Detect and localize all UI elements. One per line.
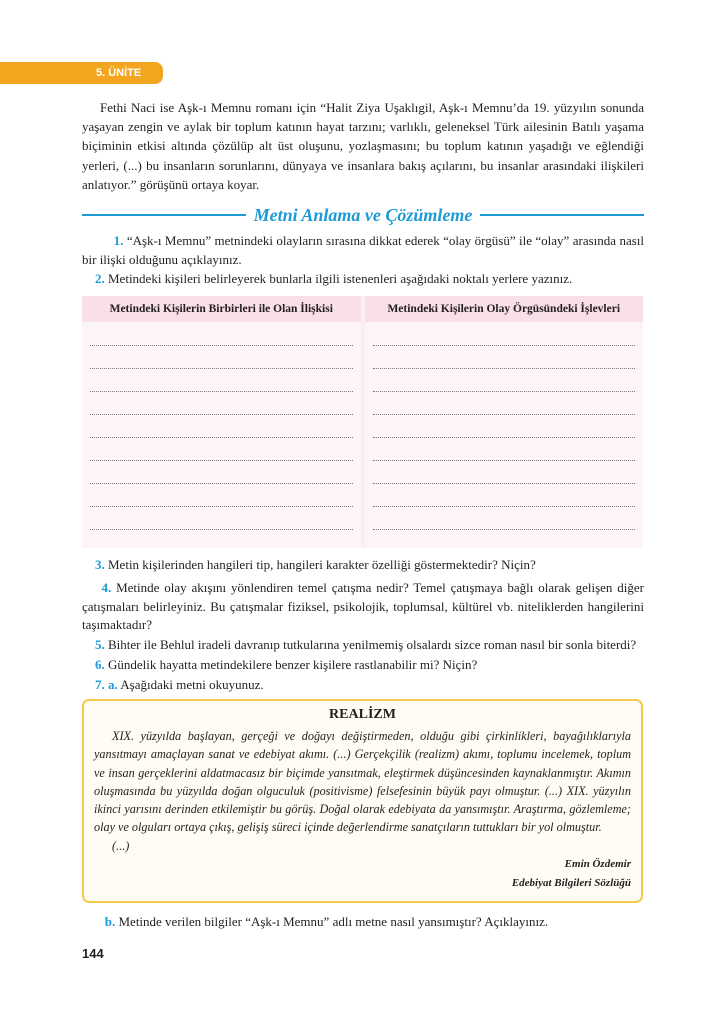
answer-line[interactable]: [373, 483, 636, 484]
question-number: 1.: [113, 233, 124, 248]
heading-rule-right: [480, 214, 644, 216]
question-text: Metinde verilen bilgiler “Aşk-ı Memnu” adlı metne nasıl yansımıştır? Açıklayınız.: [118, 914, 549, 929]
answer-line[interactable]: [90, 483, 353, 484]
question-6: [82, 656, 644, 675]
question-text: Metinde olay akışını yönlendiren temel çatışma nedir? Temel çatışmaya bağlı olarak gelişen diğer çatışmaları belirleyiniz. Bu çatışmalar fiziksel, psikolojik, toplumsal, kültürel vb. niteliklerden hangilerini taşımaktadır?: [82, 580, 645, 632]
answer-line[interactable]: [90, 368, 353, 369]
box-body: XIX. yüzyılda başlayan, gerçeği ve doğayı değiştirmeden, olduğu gibi çirkinlikleri, bayağılıklarıyla yansıtmayı amaçlayan sanat ve edebiyat akımı. (...) Gerçekçilik (realizm) akımı, toplumu incelemek, toplum ve insan gerçeklerini aldatmacasız bir biçimde yansıtmak, eleştirmek düşüncesinden kaynaklanmıştır. Akımın oluşmasında bu yüzyılda doğan olguculuk (positivisme) felsefesinin büyük payı olmuştur. (...) XIX. yüzyılın ikinci yarısını derinden etkilemiştir bu görüş. Doğal olarak edebiyata da yansımıştır. Araştırma, gözlemleme; olay ve olguları ortaya çıkış, gelişiş süreci içinde değerlendirme sanatçıların tuttukları bir yol olmuştur.: [94, 729, 631, 835]
box-title: REALİZM: [329, 707, 396, 722]
question-text: Bihter ile Behlul iradeli davranıp tutkularına yenilmemiş olsalardı sizce roman nasıl bir sonla biterdi?: [108, 637, 637, 652]
question-1: [82, 232, 644, 269]
answer-line[interactable]: [90, 437, 353, 438]
question-7a: [82, 676, 644, 695]
table-column-functions: [365, 296, 644, 548]
question-text: “Aşk-ı Memnu” metnindeki olayların sırasına dikkat ederek “olay örgüsü” ile “olay” arasında nasıl bir ilişki olduğunu açıklayınız.: [82, 233, 645, 267]
section-heading: [82, 203, 644, 227]
answer-line[interactable]: [90, 345, 353, 346]
answer-line[interactable]: [90, 391, 353, 392]
question-4: [82, 579, 644, 635]
table-column-relations: [82, 296, 361, 548]
answer-line[interactable]: [373, 437, 636, 438]
table-header: Metindeki Kişilerin Olay Örgüsündeki İşlevleri: [365, 296, 644, 322]
table-header: Metindeki Kişilerin Birbirleri ile Olan İlişkisi: [82, 296, 361, 322]
answer-line[interactable]: [373, 529, 636, 530]
section-title: Metni Anlama ve Çözümleme: [253, 204, 473, 225]
question-number: 2.: [95, 271, 105, 286]
question-text: Metin kişilerinden hangileri tip, hangileri karakter özelliği göstermektedir? Niçin?: [108, 557, 536, 572]
box-ellipsis: (...): [112, 838, 130, 853]
question-7b: [82, 913, 644, 932]
answer-line[interactable]: [373, 506, 636, 507]
answer-line[interactable]: [90, 414, 353, 415]
question-number: 5.: [95, 637, 105, 652]
page-number: 144: [82, 946, 104, 961]
answer-line[interactable]: [90, 506, 353, 507]
answer-line[interactable]: [373, 460, 636, 461]
answer-line[interactable]: [373, 391, 636, 392]
answer-line[interactable]: [373, 368, 636, 369]
question-number: 7. a.: [95, 677, 118, 692]
question-number: 6.: [95, 657, 105, 672]
question-text: Metindeki kişileri belirleyerek bunlarla ilgili istenenleri aşağıdaki noktalı yerlere yazınız.: [108, 271, 573, 286]
answer-line[interactable]: [373, 414, 636, 415]
realism-quote-box: [82, 699, 643, 903]
characters-table: [82, 296, 643, 548]
question-number: b.: [104, 914, 116, 929]
question-number: 4.: [101, 580, 112, 595]
answer-line[interactable]: [373, 345, 636, 346]
question-text: Gündelik hayatta metindekilere benzer kişilere rastlanabilir mi? Niçin?: [108, 657, 478, 672]
intro-paragraph: Fethi Naci ise Aşk-ı Memnu romanı için “Halit Ziya Uşaklıgil, Aşk-ı Memnu’da 19. yüzyılın sonunda yaşayan zengin ve aylak bir toplum katının hayat tarzını; varlıklı, geleneksel Türk ailesinin Batılı yaşama biçiminin etkisi altında çözülüp alt üst oluşunu, yozlaşmasını; bu toplum katının yaşadığı ve eğlendiği yerleri, (...) bu insanların sorunlarını, dünyaya ve insanlara bakış açılarını, bu insanlar arasındaki ilişkileri anlatıyor.” görüşünü ortaya koyar.: [82, 100, 644, 192]
question-3: [82, 556, 644, 575]
box-author: Emin Özdemir: [564, 857, 631, 870]
unit-tab: 5. ÜNİTE: [0, 62, 163, 84]
question-2: [82, 270, 644, 289]
question-text: Aşağıdaki metni okuyunuz.: [120, 677, 264, 692]
answer-line[interactable]: [90, 529, 353, 530]
heading-rule-left: [82, 214, 246, 216]
question-number: 3.: [95, 557, 105, 572]
question-5: [82, 636, 644, 655]
answer-line[interactable]: [90, 460, 353, 461]
box-source: Edebiyat Bilgileri Sözlüğü: [511, 876, 631, 889]
